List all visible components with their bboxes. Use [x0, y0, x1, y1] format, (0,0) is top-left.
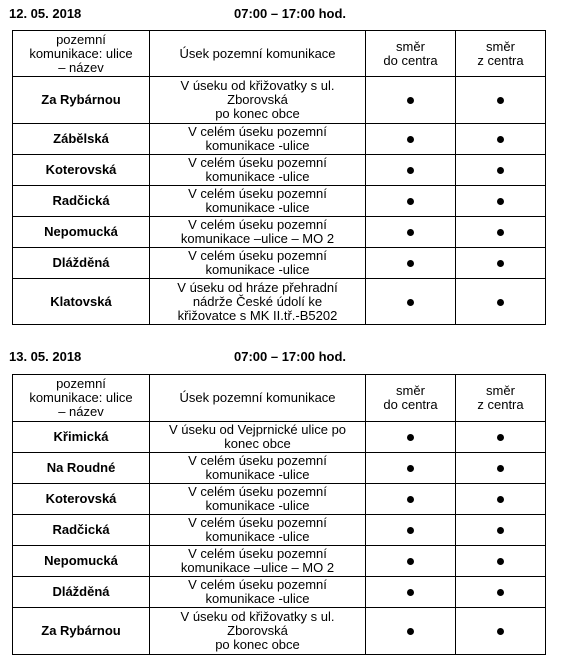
header-road-section: Úsek pozemní komunikace [150, 31, 366, 77]
bullet-icon [407, 299, 414, 306]
bullet-icon [407, 628, 414, 635]
road-section: V celém úseku pozemní komunikace -ulice [150, 577, 366, 608]
table-row [13, 155, 546, 186]
bullet-icon [407, 434, 414, 441]
street-name: Zábělská [13, 124, 150, 155]
road-section: V celém úseku pozemní komunikace –ulice – MO 2 [150, 546, 366, 577]
table-row [13, 577, 546, 608]
closure-table-2 [12, 374, 546, 655]
from-center-mark [456, 124, 546, 155]
bullet-icon [497, 198, 504, 205]
header-to-center: směr do centra [366, 31, 456, 77]
bullet-icon [407, 527, 414, 534]
from-center-mark [456, 608, 546, 655]
bullet-icon [407, 167, 414, 174]
bullet-icon [497, 465, 504, 472]
section-header-1 [9, 5, 549, 23]
header-from-center: směr z centra [456, 31, 546, 77]
road-section: V úseku od křižovatky s ul. Zborovská po konec obce [150, 77, 366, 124]
header-from-center: směr z centra [456, 375, 546, 422]
street-name: Radčická [13, 186, 150, 217]
to-center-mark [366, 453, 456, 484]
road-section: V celém úseku pozemní komunikace -ulice [150, 453, 366, 484]
table-row [13, 546, 546, 577]
road-section: V celém úseku pozemní komunikace -ulice [150, 515, 366, 546]
to-center-mark [366, 217, 456, 248]
bullet-icon [407, 496, 414, 503]
to-center-mark [366, 484, 456, 515]
table-row [13, 453, 546, 484]
bullet-icon [497, 496, 504, 503]
bullet-icon [407, 136, 414, 143]
to-center-mark [366, 279, 456, 325]
bullet-icon [407, 465, 414, 472]
street-name: Klatovská [13, 279, 150, 325]
road-section: V úseku od Vejprnické ulice po konec obce [150, 422, 366, 453]
road-section: V celém úseku pozemní komunikace -ulice [150, 186, 366, 217]
from-center-mark [456, 217, 546, 248]
road-section: V celém úseku pozemní komunikace -ulice [150, 124, 366, 155]
header-street-name: pozemní komunikace: ulice – název [13, 375, 150, 422]
from-center-mark [456, 422, 546, 453]
to-center-mark [366, 186, 456, 217]
bullet-icon [497, 434, 504, 441]
bullet-icon [497, 97, 504, 104]
section-date: 12. 05. 2018 [9, 6, 82, 21]
table-row [13, 186, 546, 217]
section-time: 07:00 – 17:00 hod. [234, 349, 346, 364]
table-row [13, 217, 546, 248]
bullet-icon [497, 167, 504, 174]
street-name: Nepomucká [13, 546, 150, 577]
street-name: Křimická [13, 422, 150, 453]
bullet-icon [497, 260, 504, 267]
closure-table-1 [12, 30, 546, 325]
from-center-mark [456, 546, 546, 577]
street-name: Radčická [13, 515, 150, 546]
section-time: 07:00 – 17:00 hod. [234, 6, 346, 21]
bullet-icon [497, 527, 504, 534]
bullet-icon [497, 299, 504, 306]
section-date: 13. 05. 2018 [9, 349, 82, 364]
table-header-row [13, 31, 546, 77]
from-center-mark [456, 77, 546, 124]
from-center-mark [456, 248, 546, 279]
table-row [13, 77, 546, 124]
bullet-icon [407, 589, 414, 596]
to-center-mark [366, 546, 456, 577]
to-center-mark [366, 124, 456, 155]
from-center-mark [456, 279, 546, 325]
street-name: Koterovská [13, 484, 150, 515]
to-center-mark [366, 422, 456, 453]
table-row [13, 608, 546, 655]
section-header-2 [9, 348, 549, 366]
table-row [13, 248, 546, 279]
bullet-icon [407, 198, 414, 205]
table-row [13, 124, 546, 155]
from-center-mark [456, 515, 546, 546]
street-name: Nepomucká [13, 217, 150, 248]
road-section: V celém úseku pozemní komunikace -ulice [150, 484, 366, 515]
street-name: Koterovská [13, 155, 150, 186]
table-row [13, 515, 546, 546]
street-name: Za Rybárnou [13, 608, 150, 655]
bullet-icon [407, 229, 414, 236]
header-street-name: pozemní komunikace: ulice – název [13, 31, 150, 77]
to-center-mark [366, 155, 456, 186]
header-to-center: směr do centra [366, 375, 456, 422]
header-road-section: Úsek pozemní komunikace [150, 375, 366, 422]
to-center-mark [366, 577, 456, 608]
bullet-icon [497, 558, 504, 565]
from-center-mark [456, 155, 546, 186]
from-center-mark [456, 186, 546, 217]
to-center-mark [366, 608, 456, 655]
road-section: V celém úseku pozemní komunikace -ulice [150, 155, 366, 186]
table-row [13, 279, 546, 325]
street-name: Za Rybárnou [13, 77, 150, 124]
road-section: V celém úseku pozemní komunikace -ulice [150, 248, 366, 279]
from-center-mark [456, 577, 546, 608]
table-row [13, 422, 546, 453]
bullet-icon [497, 589, 504, 596]
table-row [13, 484, 546, 515]
table-header-row [13, 375, 546, 422]
from-center-mark [456, 484, 546, 515]
street-name: Dlážděná [13, 248, 150, 279]
to-center-mark [366, 248, 456, 279]
bullet-icon [407, 558, 414, 565]
bullet-icon [407, 97, 414, 104]
from-center-mark [456, 453, 546, 484]
bullet-icon [497, 136, 504, 143]
bullet-icon [407, 260, 414, 267]
road-section: V úseku od křižovatky s ul. Zborovská po konec obce [150, 608, 366, 655]
bullet-icon [497, 229, 504, 236]
to-center-mark [366, 77, 456, 124]
road-section: V celém úseku pozemní komunikace –ulice – MO 2 [150, 217, 366, 248]
to-center-mark [366, 515, 456, 546]
street-name: Na Roudné [13, 453, 150, 484]
street-name: Dlážděná [13, 577, 150, 608]
bullet-icon [497, 628, 504, 635]
road-section: V úseku od hráze přehradní nádrže České údolí ke křižovatce s MK II.tř.-B5202 [150, 279, 366, 325]
